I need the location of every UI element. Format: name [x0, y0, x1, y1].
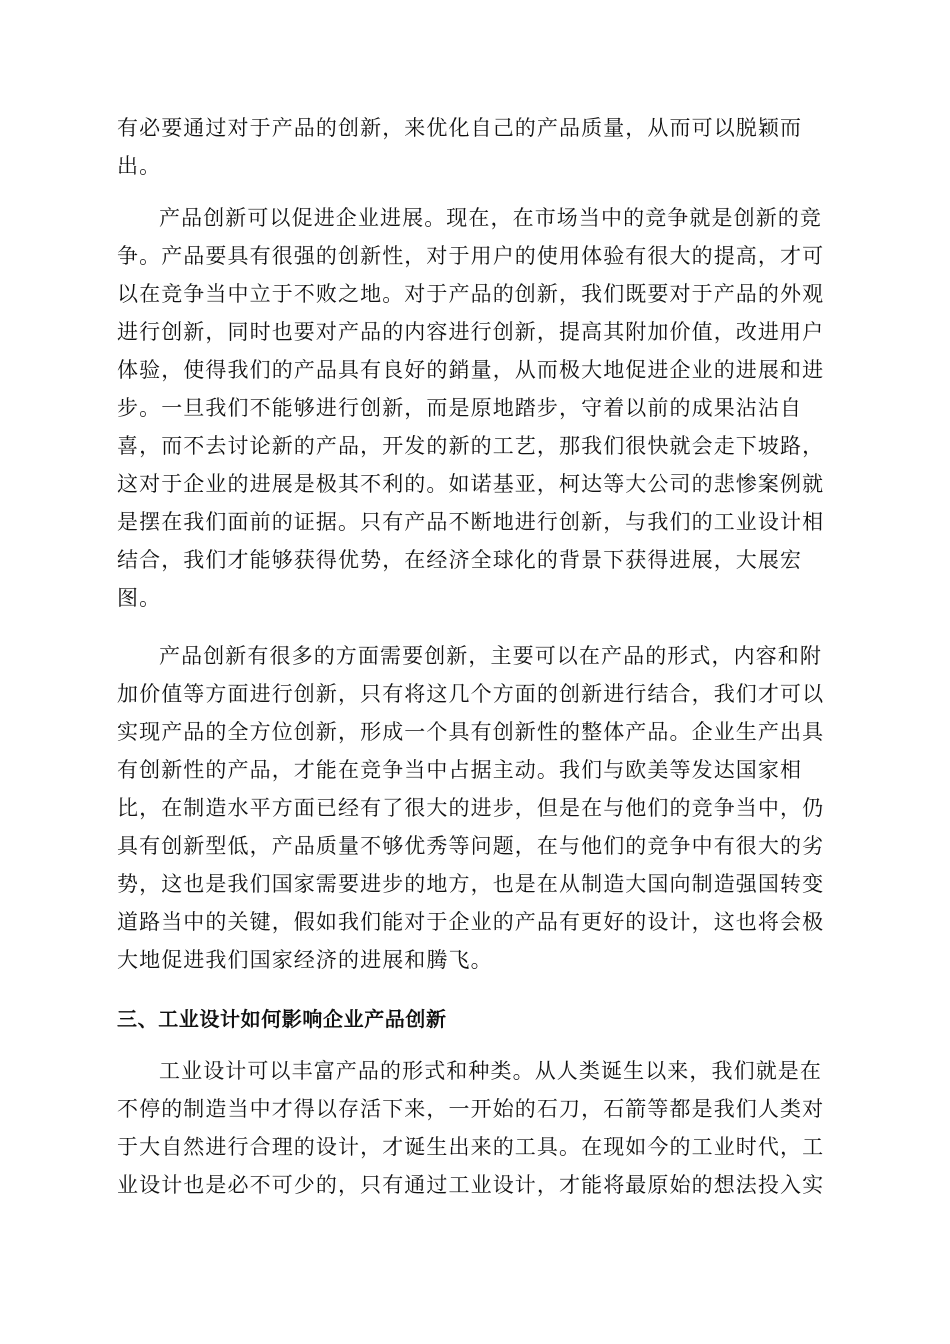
text-line: 比，在制造水平方面已经有了很大的进步，但是在与他们的竞争当中，仍: [117, 796, 825, 820]
text-line: 业设计也是必不可少的，只有通过工业设计，才能将最原始的想法投入实: [117, 1173, 825, 1197]
text-line: 以在竞争当中立于不败之地。对于产品的创新，我们既要对于产品的外观: [117, 282, 825, 306]
text-line: 实现产品的全方位创新，形成一个具有创新性的整体产品。企业生产出具: [117, 720, 825, 744]
text-line: 工业设计可以丰富产品的形式和种类。从人类诞生以来，我们就是在: [159, 1059, 822, 1083]
text-line: 体验，使得我们的产品具有良好的銷量，从而极大地促进企业的进展和进: [117, 358, 825, 382]
text-line: 不停的制造当中才得以存活下来，一开始的石刀，石箭等都是我们人类对: [117, 1097, 825, 1121]
text-line: 有创新性的产品，才能在竞争当中占据主动。我们与欧美等发达国家相: [117, 758, 803, 782]
text-line: 有必要通过对于产品的创新，来优化自己的产品质量，从而可以脱颖而: [117, 116, 803, 140]
section-heading: 三、工业设计如何影响企业产品创新: [117, 1007, 447, 1031]
text-line: 是摆在我们面前的证据。只有产品不断地进行创新，与我们的工业设计相: [117, 510, 825, 534]
text-line: 于大自然进行合理的设计，才诞生出来的工具。在现如今的工业时代，工: [117, 1135, 825, 1159]
text-line: 图。: [117, 586, 162, 610]
text-line: 具有创新型低，产品质量不够优秀等问题，在与他们的竞争中有很大的劣: [117, 834, 825, 858]
text-line: 出。: [117, 154, 162, 178]
text-line: 势，这也是我们国家需要进步的地方，也是在从制造大国向制造强国转变: [117, 872, 825, 896]
text-line: 加价值等方面进行创新，只有将这几个方面的创新进行结合，我们才可以: [117, 682, 825, 706]
text-line: 这对于企业的进展是极其不利的。如诺基亚，柯达等大公司的悲惨案例就: [117, 472, 825, 496]
text-line: 进行创新，同时也要对产品的内容进行创新，提高其附加价值，改进用户: [117, 320, 825, 344]
text-line: 道路当中的关键，假如我们能对于企业的产品有更好的设计，这也将会极: [117, 910, 825, 934]
text-line: 产品创新有很多的方面需要创新，主要可以在产品的形式，内容和附: [159, 644, 822, 668]
text-line: 产品创新可以促进企业进展。现在，在市场当中的竞争就是创新的竞: [159, 206, 822, 230]
text-line: 步。一旦我们不能够进行创新，而是原地踏步，守着以前的成果沾沾自: [117, 396, 803, 420]
text-line: 喜，而不去讨论新的产品，开发的新的工艺，那我们很快就会走下坡路，: [117, 434, 825, 458]
text-line: 争。产品要具有很强的创新性，对于用户的使用体验有很大的提高，才可: [117, 244, 825, 268]
text-line: 结合，我们才能够获得优势，在经济全球化的背景下获得进展，大展宏: [117, 548, 803, 572]
text-line: 大地促进我们国家经济的进展和腾飞。: [117, 948, 493, 972]
